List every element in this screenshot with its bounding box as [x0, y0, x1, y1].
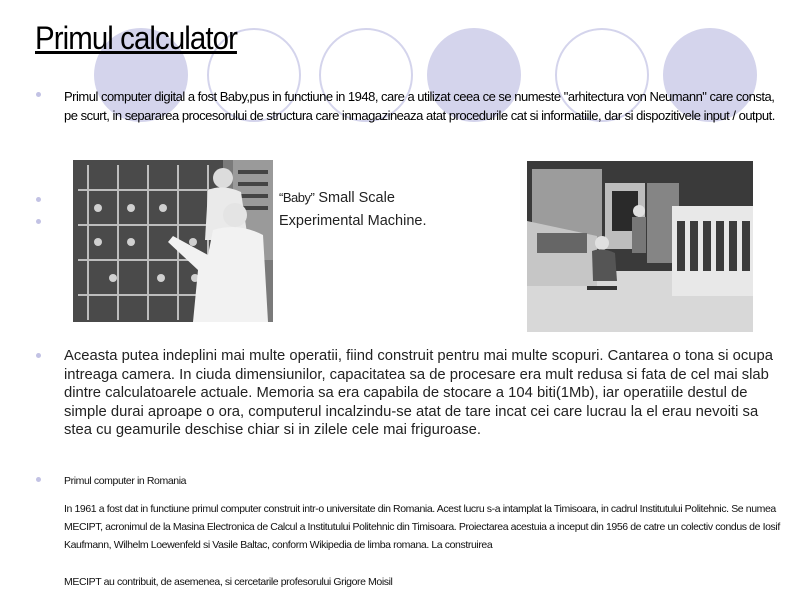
bullet-dot — [36, 477, 41, 482]
paragraph-baby-intro: Primul computer digital a fost Baby,pus in functiune in 1948, care a utilizat ceea ce se numeste "arhitectura von Neumann" care consta, pe scurt, in separarea procesorului de structura care inmagazineaza atat procedurile cat si informatiile, dar si dispozitivele input / output. — [64, 89, 775, 123]
bullet-dot — [36, 197, 41, 202]
baby-small-scale: Small Scale — [318, 190, 395, 206]
bullet-dot — [36, 92, 41, 97]
baby-caption-line1 — [279, 189, 395, 207]
baby-caption-line2: Experimental Machine. — [279, 213, 427, 229]
romania-paragraph-cont: MECIPT au contribuit, de asemenea, si cercetarile profesorului Grigore Moisil — [64, 576, 393, 588]
romania-paragraph: In 1961 a fost dat in functiune primul computer construit intr-o universitate din Romania. Acest lucru s-a intamplat la Timisoara, in cadrul Institutului Politehnic. Se numea MECIPT, acronimul de la Masina Electronica de Calcul a Institutului Politehnic din Timisoara. Proiectarea acestuia a inceput din 1956 de catre un colectiv condus de Iosif Kaufmann, Wilhelm Loewenfeld si Vasile Baltac, conform Wikipedia de limba romana. La construirea — [64, 503, 780, 551]
bullet-dot — [36, 219, 41, 224]
photo-baby-computer-image — [73, 160, 273, 322]
baby-quote: “Baby” — [279, 190, 315, 205]
slide-title: Primul calculator — [35, 20, 237, 56]
paragraph-baby-details: Aceasta putea indeplini mai multe operatii, fiind construit pentru mai multe scopuri. Cantarea o tona si ocupa intreaga camera. In ciuda dimensiunilor, capacitatea sa de procesare era mult redusa si fata de cel mai slab dintre calculatoarele actuale. Memoria sa era capabila de stocare a 104 biti(1Mb), iar operatiile destul de simple durai aproape o ora, computerul incalzindu-se atat de tare incat cei care lucrau la el erau nevoiti sa stea cu geamurile deschise chiar si in zilele cele mai friguroase. — [64, 348, 773, 438]
photo-computer-room-image — [527, 161, 753, 332]
romania-heading: Primul computer in Romania — [64, 475, 187, 487]
photo-computer-room — [527, 161, 753, 332]
photo-baby-computer — [73, 160, 273, 322]
bullet-dot — [36, 353, 41, 358]
